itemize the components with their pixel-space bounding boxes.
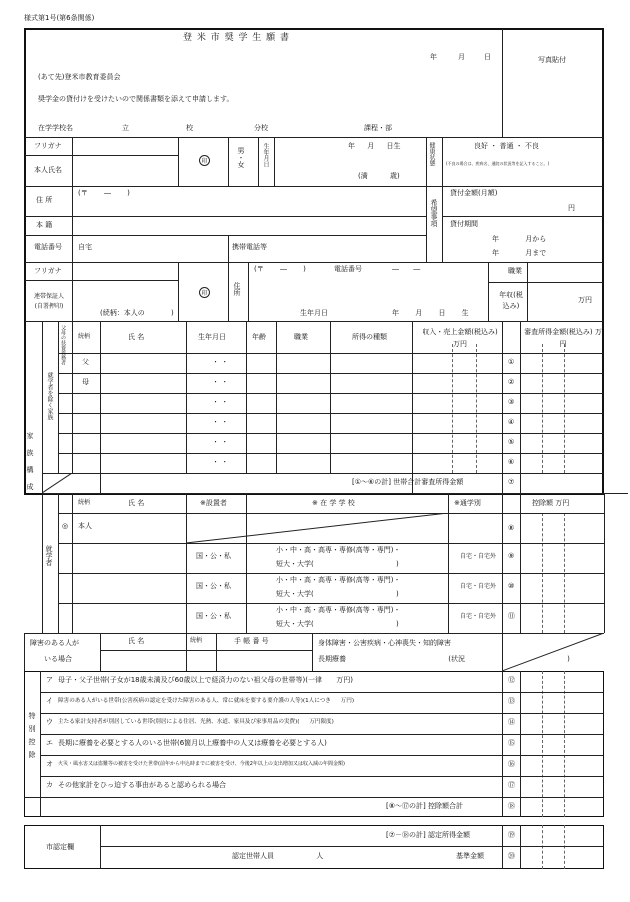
birth-date: 年 月 日生: [348, 142, 401, 150]
family-total-no: ⑦: [508, 478, 515, 486]
stu-row-school1: 小・中・高・高専・専修(高等・専門)・: [276, 576, 401, 584]
stu-row-setup: 国・公・私: [196, 552, 231, 560]
certify-members: 認定世帯人員 人: [232, 852, 324, 860]
family-total-label: [①～⑥の計] 世帯合計審査所得金額: [352, 478, 464, 486]
stu-row-no: ⑨: [508, 552, 515, 560]
special-total-no: ⑱: [508, 802, 515, 810]
stu-row-no: ⑧: [508, 524, 515, 532]
date-month: 月: [458, 53, 465, 61]
phone-mobile: 携帯電話等: [232, 243, 267, 251]
age-label: (満 歳): [358, 172, 400, 180]
fam-row-no: ⑤: [508, 438, 515, 446]
addressee: (あて先)登米市教育委員会: [38, 73, 121, 81]
wish-label: 希望事項: [430, 199, 438, 227]
special-key: エ: [46, 739, 53, 747]
special-text: その他家計をひっ迫する事由があると認められる場合: [58, 781, 226, 789]
stu-h-school: ※ 在 学 学 校: [312, 499, 355, 507]
stu-row-school2: 短大・大学( ): [276, 620, 399, 628]
special-text: 母子・父子世帯(子女が18歳未満及び60歳以上で経済力のない祖父母の世帯等)(一律 万円): [58, 676, 353, 684]
fam-h-tax-amount: 審査所得金額(税込み) 万円: [524, 328, 602, 348]
date-day: 日: [484, 53, 491, 61]
guardian-birth-date: 年 月 日 生: [392, 309, 469, 317]
phone-label: 電話番号: [34, 243, 62, 251]
page-title: 登 米 市 奨 学 生 願 書: [183, 33, 291, 43]
guardian-income-label: 年収(税込み): [499, 291, 523, 310]
guardian-phone-label: 電話番号: [334, 265, 362, 273]
fam-row-no: ④: [508, 418, 515, 426]
fam-row-birth: ・ ・: [212, 398, 229, 406]
fam-row-no: ⑥: [508, 458, 515, 466]
guardian-relation: (続柄：本人の ): [100, 309, 174, 317]
stu-row-setup: 国・公・私: [196, 612, 231, 620]
special-key: オ: [46, 760, 53, 768]
school-pref: 立: [122, 124, 129, 132]
special-key: カ: [46, 781, 53, 789]
guardian-job-label: 職業: [508, 267, 522, 275]
certify-box: [24, 825, 604, 869]
loan-to: 年 月まで: [492, 249, 547, 257]
fam-h-age: 年齢: [252, 333, 266, 341]
self-mark: ◎: [62, 522, 69, 530]
certify-label: 市認定欄: [46, 843, 74, 851]
certify-income-no: ⑲: [508, 831, 515, 839]
special-text: 長期に療養を必要とする人のいる世帯(6箇月以上療養中の人又は療養を必要とする人): [58, 739, 327, 747]
address-postal: (〒 ― ): [78, 189, 130, 197]
special-text: 火災・風水害又は盗難等の被害を受けた世帯(前年から申込時までに被害を受け、今後2年以上の支出増加又は収入減の年間金額): [58, 761, 345, 767]
furigana-label: フリガナ: [34, 142, 62, 150]
diagonal-line: [42, 473, 72, 493]
special-text: 障害のある人がいる世帯(公害疾病の認定を受けた障害のある人、常に就床を要する要介護の人等)(1人につき 万円): [58, 698, 355, 704]
fam-row-relation: 母: [82, 378, 89, 386]
school-school: 校: [186, 124, 193, 132]
loan-period-label: 貸付期間: [450, 220, 478, 228]
stu-row-commute: 自宅・自宅外: [460, 553, 497, 560]
stu-row-commute: 自宅・自宅外: [460, 583, 497, 590]
fam-h-income-amount: 収入・売上金額(税込み) 万円: [422, 328, 498, 348]
special-key: イ: [46, 697, 53, 705]
date-year: 年: [430, 53, 437, 61]
sex-label: 男・女: [237, 147, 245, 168]
special-no: ⑬: [508, 697, 515, 705]
fam-h-relation: 続柄: [78, 333, 91, 340]
certify-base-label: 基準金額: [456, 852, 484, 860]
guardian-address-label: 住所: [233, 282, 241, 296]
fam-row-birth: ・ ・: [212, 358, 229, 366]
fam-row-birth: ・ ・: [212, 458, 229, 466]
loan-from: 年 月から: [492, 235, 547, 243]
special-no: ⑰: [508, 781, 515, 789]
non-student-label: 就学者を除く家族: [46, 372, 53, 420]
fam-row-birth: ・ ・: [212, 378, 229, 386]
guardian-birth-label: 生年月日: [300, 309, 328, 317]
special-no: ⑯: [508, 760, 515, 768]
birth-label: 生年月日: [262, 143, 269, 167]
health-options: 良好 ・ 普通 ・ 不良: [474, 142, 539, 150]
stu-h-setup: ※設置者: [200, 499, 227, 507]
stu-row-setup: 国・公・私: [196, 582, 231, 590]
stu-row-school2: 短大・大学( ): [276, 560, 399, 568]
school-branch: 分校: [254, 124, 268, 132]
seal-mark: 印: [199, 155, 210, 166]
stu-h-relation: 続柄: [78, 499, 91, 506]
health-note: (不良の場合は、疾病名、通院の状況等を記入すること。): [446, 161, 550, 166]
special-key: ア: [46, 676, 53, 684]
stu-row-school2: 短大・大学( ): [276, 590, 399, 598]
diagonal-line: [186, 513, 502, 543]
special-no: ⑫: [508, 676, 515, 684]
guardian-income-unit: 万円: [578, 296, 592, 304]
fam-h-job: 職業: [294, 333, 308, 341]
self-label: 本人: [78, 522, 92, 530]
disability-name: 氏 名: [128, 637, 145, 645]
disability-types: 身体障害・公害疾病・心神喪失・知的障害: [318, 639, 451, 647]
fam-row-no: ①: [508, 358, 515, 366]
guardian-seal: 印: [199, 287, 210, 298]
school-course: 課程・部: [364, 124, 392, 132]
application-text: 奨学金の貸付けを受けたいので関係書類を添えて申請します。: [38, 95, 234, 103]
school-name-label: 在学学校名: [38, 124, 73, 132]
phone-home: 自宅: [78, 243, 92, 251]
student-label: 就学者: [45, 545, 53, 566]
guardian-phone-sep: ― ―: [392, 265, 421, 273]
fam-row-birth: ・ ・: [212, 418, 229, 426]
support-label: 父母の扶養義務者: [60, 325, 66, 365]
special-no: ⑮: [508, 739, 515, 747]
fam-row-relation: 父: [82, 358, 89, 366]
stu-row-school1: 小・中・高・高専・専修(高等・専門)・: [276, 546, 401, 554]
stu-row-no: ⑩: [508, 582, 515, 590]
special-total-label: [⑧～⑰の計] 控除額合計: [386, 802, 463, 810]
special-key: ウ: [46, 718, 53, 726]
disability-relation: 続柄: [190, 637, 203, 644]
fam-h-birth: 生年月日: [198, 333, 226, 341]
loan-amount-label: 貸付金額(月額): [450, 189, 498, 197]
stu-h-name: 氏 名: [128, 499, 145, 507]
special-text: 主たる家計支持者が別居している世帯(別居による住居、光熱、水道、家具及び家事用品の実費)( 万円限度): [58, 719, 334, 725]
guardian-name-label: 連帯保証人(自署押印): [33, 293, 64, 310]
fam-h-name: 氏 名: [128, 333, 145, 341]
certify-income-label: [⑦－⑱の計] 認定所得金額: [386, 831, 470, 839]
applicant-name-label: 本人氏名: [34, 166, 62, 174]
form-number: 様式第1号(第6条関係): [24, 14, 95, 22]
fam-row-birth: ・ ・: [212, 438, 229, 446]
address-label: 住 所: [36, 196, 53, 204]
disability-illness: 長期療養 (状況 ): [318, 655, 570, 663]
special-no: ⑭: [508, 718, 515, 726]
disability-label-2: いる場合: [44, 655, 72, 663]
special-label: 特別控除: [28, 712, 36, 764]
certify-base-no: ⑳: [508, 852, 515, 860]
fam-h-income-type: 所得の種類: [352, 333, 387, 341]
stu-row-commute: 自宅・自宅外: [460, 613, 497, 620]
disability-booklet: 手 帳 番 号: [234, 637, 269, 645]
honseki-label: 本 籍: [36, 221, 53, 229]
photo-label: 写真貼付: [538, 56, 566, 64]
stu-row-no: ⑪: [508, 612, 515, 620]
fam-row-no: ③: [508, 398, 515, 406]
loan-yen: 円: [568, 204, 575, 212]
stu-h-deduction: 控除額 万円: [532, 499, 570, 507]
diagonal-line: [502, 633, 604, 671]
stu-h-commute: ※通学別: [454, 499, 481, 507]
guardian-postal: (〒 ― ): [254, 265, 306, 273]
stu-row-school1: 小・中・高・高専・専修(高等・専門)・: [276, 606, 401, 614]
fam-row-no: ②: [508, 378, 515, 386]
family-label: 家族構成: [26, 432, 34, 500]
disability-label-1: 障害のある人が: [30, 639, 79, 647]
guardian-furigana: フリガナ: [34, 267, 62, 275]
health-label: 健康状態: [428, 142, 435, 166]
